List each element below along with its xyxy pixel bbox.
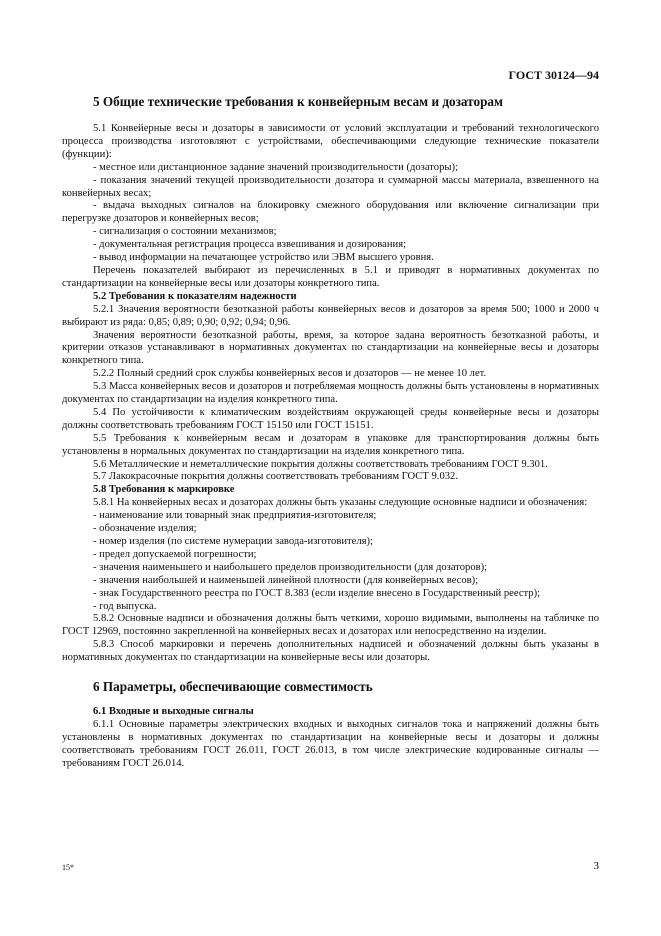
document-code: ГОСТ 30124—94 (508, 68, 599, 82)
paragraph-5-3: 5.3 Масса конвейерных весов и дозаторов и потребляемая мощность должны быть установлены в нормативных документах по стандартизации на изделия конкретного типа. (62, 381, 599, 406)
page-number: 3 (593, 860, 599, 872)
paragraph-5-2-1b: Значения вероятности безотказной работы, время, за которое задана вероятность безотказной работы, и критерии отказов устанавливают в нормативных документах по стандартизации на конвейерные весы и дозаторы конкретного типа. (62, 329, 599, 367)
paragraph-5-5: 5.5 Требования к конвейерным весам и дозаторам в упаковке для транспортирования должны быть установлены в нормальных документах по стандартизации на изделия конкретного типа. (62, 432, 599, 457)
list-item: - обозначение изделия; (93, 523, 197, 535)
paragraph-5-8-3: 5.8.3 Способ маркировки и перечень дополнительных надписей и обозначений должны быть указаны в нормативных документах по стандартизации на конвейерные весы или дозаторы. (62, 639, 599, 664)
paragraph-5-8-1: 5.8.1 На конвейерных весах и дозаторах должны быть указаны следующие основные надписи и обозначения: (93, 497, 588, 509)
paragraph-5-1: 5.1 Конвейерные весы и дозаторы в зависимости от условий эксплуатации и требований технологического процесса производства изготовляют с устройствами, обеспечивающими следующие технические показатели (функции): (62, 123, 599, 160)
paragraph-5-7: 5.7 Лакокрасочные покрытия должны соответствовать требованиям ГОСТ 9.032. (93, 471, 458, 483)
section-6-title: 6 Параметры, обеспечивающие совместимость (93, 679, 373, 695)
paragraph-5-2-1: 5.2.1 Значения вероятности безотказной работы конвейерных весов и дозаторов за время 500; 1000 и 2000 ч выбирают из ряда: 0,85; 0,89; 0,90; 0,92; 0,94; 0,96. (62, 303, 599, 328)
paragraph-5-2-2: 5.2.2 Полный средний срок службы конвейерных весов и дозаторов — не менее 10 лет. (93, 368, 487, 380)
list-item: - выдача выходных сигналов на блокировку смежного оборудования или включение сигнализации при перегрузке дозаторов и конвейерных весов; (62, 200, 599, 225)
list-item: - местное или дистанционное задание значений производительности (дозаторы); (93, 161, 458, 173)
subsection-5-8-title: 5.8 Требования к маркировке (93, 484, 235, 496)
subsection-5-2-title: 5.2 Требования к показателям надежности (93, 290, 297, 302)
paragraph-5-6: 5.6 Металлические и неметаллические покрытия должны соответствовать требованиям ГОСТ 9.301. (93, 458, 548, 470)
list-item: - наименование или товарный знак предприятия-изготовителя; (93, 510, 377, 522)
list-item: - вывод информации на печатающее устройство или ЭВМ высшего уровня. (93, 252, 434, 264)
paragraph-6-1-1: 6.1.1 Основные параметры электрических входных и выходных сигналов тока и напряжений должны быть установлены в нормативных документах по стандартизации на конвейерные весы и дозаторы и должны соответствовать требованиям ГОСТ 26.011, ГОСТ 26.013, в том числе электрические кодированные сигналы — требованиям ГОСТ 26.014. (62, 718, 599, 769)
list-item: - знак Государственного реестра по ГОСТ 8.383 (если изделие внесено в Государственный реестр); (93, 587, 541, 599)
subsection-6-1-title: 6.1 Входные и выходные сигналы (93, 706, 254, 718)
list-item: - значения наибольшей и наименьшей линейной плотности (для конвейерных весов); (93, 574, 479, 586)
list-item: - предел допускаемой погрешности; (93, 548, 257, 560)
list-item: - значения наименьшего и наибольшего пределов производительности (для дозаторов); (93, 561, 488, 573)
section-5-title: 5 Общие технические требования к конвейерным весам и дозаторам (93, 94, 503, 109)
paragraph-list-note: Перечень показателей выбирают из перечисленных в 5.1 и приводят в нормативных документах по стандартизации на конвейерные весы или дозаторы конкретного типа. (62, 264, 599, 289)
list-item: - документальная регистрация процесса взвешивания и дозирования; (93, 239, 407, 251)
footer-mark: 15* (62, 863, 74, 872)
paragraph-5-8-2: 5.8.2 Основные надписи и обозначения должны быть четкими, хорошо видимыми, выполнены на табличке по ГОСТ 12969, постоянно закрепленной на конвейерных весах и дозаторах или непосредственно на изделии. (62, 613, 599, 638)
list-item: - сигнализация о состоянии механизмов; (93, 226, 277, 238)
page-content (62, 94, 599, 771)
list-item: - показания значений текущей производительности дозатора и суммарной массы материала, взвешенного на конвейерных весах; (62, 174, 599, 199)
list-item: - год выпуска. (93, 600, 157, 612)
paragraph-5-4: 5.4 По устойчивости к климатическим воздействиям окружающей среды конвейерные весы и дозаторы должны соответствовать требованиям ГОСТ 15150 или ГОСТ 15151. (62, 406, 599, 431)
list-item: - номер изделия (по системе нумерации завода-изготовителя); (93, 536, 373, 547)
